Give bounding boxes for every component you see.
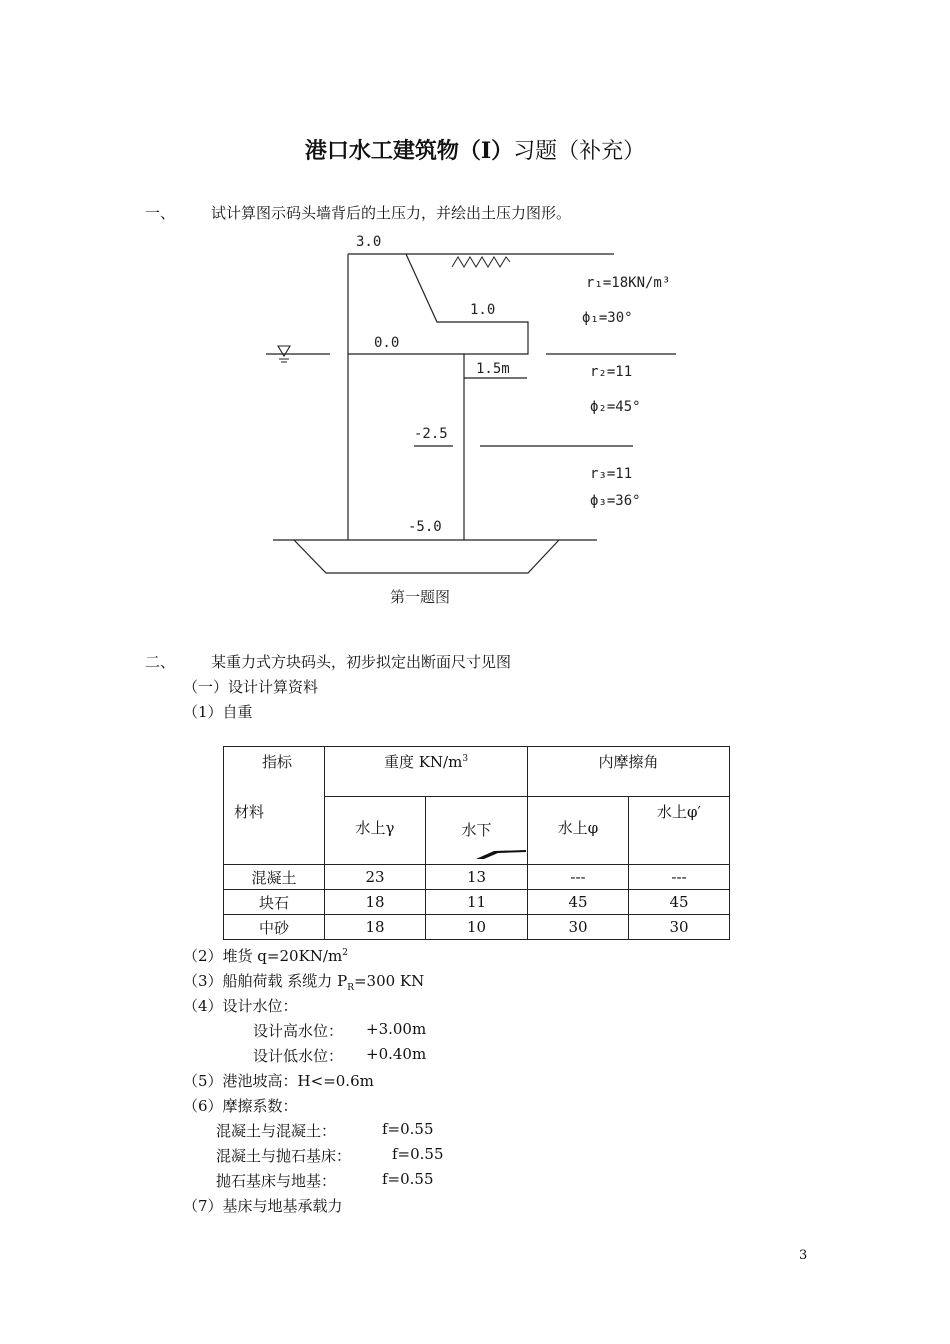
label-r3: r₃=11 bbox=[590, 466, 633, 482]
low-water-value: +0.40m bbox=[366, 1045, 427, 1063]
q2-section-1: （一）设计计算资料 bbox=[183, 678, 319, 696]
header-above-gamma: 水上γ bbox=[325, 797, 426, 865]
q2-item-6: （6）摩擦系数： bbox=[183, 1097, 298, 1115]
quay-wall-figure bbox=[0, 225, 950, 620]
header-weight: 重度 $KN/m^3$ bbox=[325, 747, 528, 797]
header-index: 指标 bbox=[262, 753, 293, 771]
page-title: 港口水工建筑物（I）习题（补充） bbox=[304, 138, 646, 164]
wall-back-profile bbox=[406, 254, 528, 540]
header-friction: 内摩擦角 bbox=[528, 747, 730, 797]
q2-item-3: （3）船舶荷载 系缆力 $P_R=300$ KN bbox=[183, 972, 425, 993]
material-table bbox=[223, 746, 730, 940]
q2-item-2: （2）堆货 $q=20KN/m^2$ bbox=[183, 947, 348, 965]
table-corner-cell bbox=[224, 747, 325, 865]
table-row: 中砂 18 10 30 30 bbox=[224, 915, 730, 940]
high-water-label: 设计高水位： bbox=[253, 1022, 344, 1040]
label-elev-step: 1.0 bbox=[470, 302, 496, 318]
figure-caption: 第一题图 bbox=[390, 588, 451, 606]
friction-3-label: 抛石基床与地基： bbox=[216, 1172, 337, 1190]
label-r1: r₁=18KN/m³ bbox=[586, 275, 671, 291]
scan-mark bbox=[472, 847, 528, 861]
label-phi2: ϕ₂=45° bbox=[590, 399, 641, 415]
label-r2: r₂=11 bbox=[590, 364, 633, 380]
label-elev-top: 3.0 bbox=[356, 234, 382, 250]
label-phi1: ϕ₁=30° bbox=[582, 310, 633, 326]
q2-item-1: （1）自重 bbox=[183, 703, 253, 721]
friction-3-value: f=0.55 bbox=[382, 1170, 434, 1188]
label-elev-m25: -2.5 bbox=[414, 426, 448, 442]
q2-text: 某重力式方块码头，初步拟定出断面尺寸见图 bbox=[211, 653, 512, 671]
soil-hatch bbox=[452, 257, 510, 267]
label-step-width: 1.5m bbox=[476, 361, 510, 377]
friction-2-value: f=0.55 bbox=[392, 1145, 444, 1163]
page-number: 3 bbox=[799, 1248, 808, 1263]
friction-1-label: 混凝土与混凝土： bbox=[216, 1122, 337, 1140]
header-above-phi: 水上φ bbox=[528, 797, 629, 865]
q2-number: 二、 bbox=[145, 653, 176, 671]
q2-item-5: （5）港池坡高：H<=0.6m bbox=[183, 1072, 374, 1090]
label-phi3: ϕ₃=36° bbox=[590, 493, 641, 509]
q1-text: 试计算图示码头墙背后的土压力，并绘出土压力图形。 bbox=[211, 204, 572, 222]
table-row: 块石 18 11 45 45 bbox=[224, 890, 730, 915]
label-elev-m50: -5.0 bbox=[408, 519, 442, 535]
table-row: 混凝土 23 13 --- --- bbox=[224, 865, 730, 890]
rubble-bed bbox=[294, 540, 559, 573]
q1-number: 一、 bbox=[145, 204, 176, 222]
q2-item-7: （7）基床与地基承载力 bbox=[183, 1197, 343, 1215]
label-elev-zero: 0.0 bbox=[374, 335, 400, 351]
header-above-phi-prime: 水上φ′ bbox=[629, 797, 730, 865]
q2-item-4: （4）设计水位： bbox=[183, 997, 298, 1015]
friction-2-label: 混凝土与抛石基床： bbox=[216, 1147, 352, 1165]
header-material: 材料 bbox=[234, 803, 265, 821]
friction-1-value: f=0.55 bbox=[382, 1120, 434, 1138]
low-water-label: 设计低水位： bbox=[253, 1047, 344, 1065]
high-water-value: +3.00m bbox=[366, 1020, 427, 1038]
header-below: 水下 bbox=[426, 797, 528, 865]
